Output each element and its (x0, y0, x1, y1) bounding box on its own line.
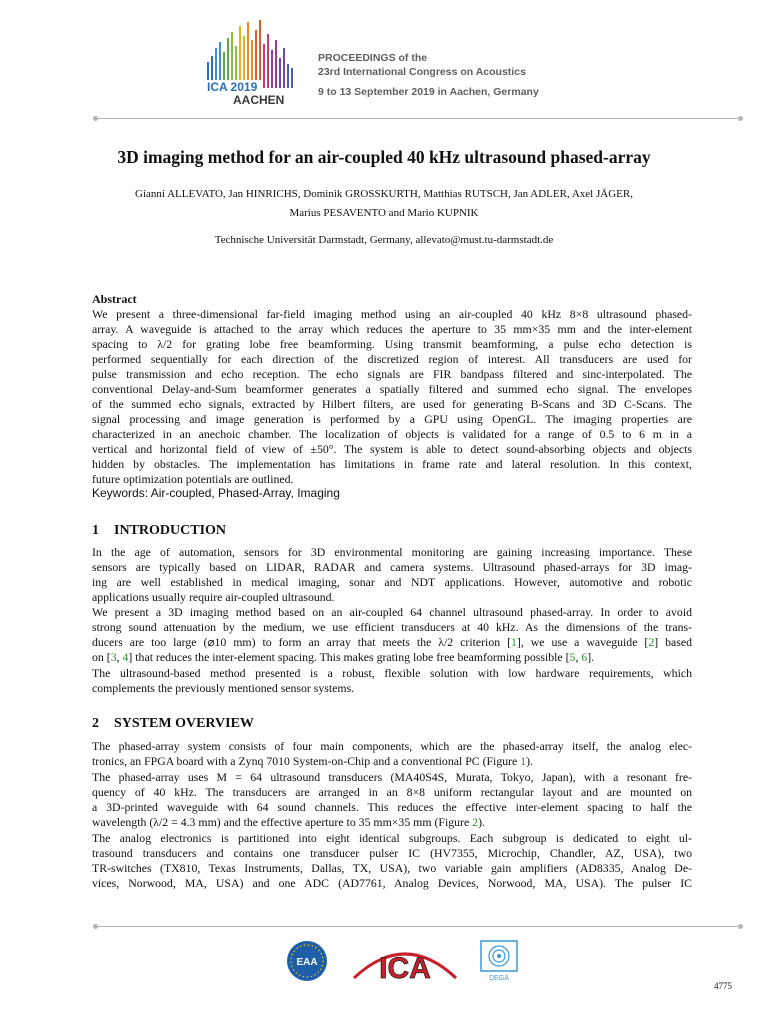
text-line: vertical and horizontal field of view of ±50°. The system is able to detect sound-absorbing objects and objects (92, 442, 692, 456)
system-paragraph-1 (92, 739, 692, 769)
figure-link[interactable]: 2 (472, 815, 479, 829)
intro-paragraph-1 (92, 545, 692, 605)
text-line: on [3, 4] that reduces the inter-element spacing. This makes grating lobe free beamforming possible [5, 6]. (92, 650, 595, 664)
divider-dot-icon (93, 116, 98, 121)
citation-link[interactable]: 6 (581, 650, 588, 664)
text-line: ing are well established in medical imaging, sonar and NDT applications. However, automotive and robotic (92, 575, 692, 589)
text-line: trasound transducers and contains one transducer pulser IC (HV7355, Microchip, Chandler, AZ, USA), two (92, 846, 692, 860)
text-line: applications usually require air-coupled ultrasound. (92, 590, 335, 604)
proceedings-dates: 9 to 13 September 2019 in Aachen, Germany (318, 86, 539, 98)
section-heading-system-overview (92, 716, 254, 732)
proceedings-header (318, 51, 539, 99)
intro-paragraph-3 (92, 666, 692, 696)
abstract-text (92, 307, 692, 487)
header-divider (96, 118, 740, 119)
paper-authors (0, 185, 768, 223)
text-line: sensors are typically based on LIDAR, RADAR and camera systems. Ultrasound phased-arrays for 3D imag- (92, 560, 692, 574)
keywords: Keywords: Air-coupled, Phased-Array, Imaging (92, 486, 340, 500)
citation-link[interactable]: 1 (511, 635, 517, 649)
text-line: performed sequentially for each direction of the discretized region of interest. All transducers are used for (92, 352, 692, 366)
text-line: strong sound attenuation by the medium, we use efficient transducers at 40 kHz. As the dimensions of the trans- (92, 620, 692, 634)
text-line: spacing to λ/2 for grating lobe free beamforming. Using transmit beamforming, a pulse echo detection is (92, 337, 692, 351)
text-line: The analog electronics is partitioned into eight identical subgroups. Each subgroup is dedicated to eight ul- (92, 831, 692, 845)
section-number: 1 (92, 523, 99, 538)
ica-2019-aachen-logo (203, 18, 303, 106)
section-title: INTRODUCTION (114, 523, 227, 538)
text-line: pulse transmission and echo reception. The echo signals are FIR bandpass filtered and sinc-interpolated. The (92, 367, 692, 381)
abstract-heading: Abstract (92, 292, 137, 306)
text-line: array. A waveguide is attached to the array which reduces the aperture to 35 mm×35 mm and the inter-element (92, 322, 692, 336)
text-line: vices, Norwood, MA, USA) and one ADC (AD7761, Analog Devices, Norwood, MA, USA). The pulser IC (92, 876, 692, 890)
dega-label: DEGA (489, 975, 509, 982)
logo-bars-icon (207, 20, 293, 88)
page-number: 4775 (714, 981, 732, 991)
text-line: wavelength (λ/2 = 4.3 mm) and the effective aperture to 35 mm×35 mm (Figure 2). (92, 815, 485, 829)
text-line: We present a 3D imaging method based on an air-coupled 64 channel ultrasound phased-array. In order to avoid (92, 605, 692, 619)
authors-line2: Marius PESAVENTO and Mario KUPNIK (289, 207, 479, 219)
citation-link[interactable]: 2 (648, 635, 655, 649)
citation-link[interactable]: 3 (110, 650, 117, 664)
text-line: quency of 40 kHz. The transducers are arranged in an 8×8 uniform rectangular layout and are mounted on (92, 785, 692, 799)
text-line: tronics, an FPGA board with a Zynq 7010 System-on-Chip and a conventional PC (Figure 1). (92, 754, 534, 768)
authors-line1: Gianni ALLEVATO, Jan HINRICHS, Dominik GROSSKURTH, Matthias RUTSCH, Jan ADLER, Axel JÄGER, (135, 188, 633, 200)
citation-link[interactable]: 4 (122, 650, 129, 664)
text-line: signal processing and image generation is performed by a GPU using OpenGL. The imaging properties are (92, 412, 692, 426)
text-line: complements the previously mentioned sensor systems. (92, 681, 355, 695)
divider-dot-icon (738, 116, 743, 121)
section-title: SYSTEM OVERVIEW (114, 716, 254, 731)
text-line: TR-switches (TX810, Texas Instruments, Dallas, TX, USA), two variable gain amplifiers (AD8335, Analog De- (92, 861, 692, 875)
intro-paragraph-2 (92, 605, 692, 665)
ica-label: ICA (379, 952, 431, 982)
proceedings-line1: PROCEEDINGS of the (318, 52, 428, 64)
logo-year: ICA 2019 (207, 80, 258, 94)
dega-logo (480, 940, 518, 982)
text-line: characterized in an anechoic chamber. The localization of objects is validated for a range of 0.5 to 6 m in a (92, 427, 692, 441)
text-line: ducers are too large (⌀10 mm) to form an array that meets the λ/2 criterion [1], we use a waveguide [2] based (92, 635, 692, 649)
text-line: The phased-array uses M = 64 ultrasound transducers (MA40S4S, Murata, Tokyo, Japan), with a resonant fre- (92, 770, 692, 784)
section-number: 2 (92, 716, 99, 731)
text-line: conventional Delay-and-Sum beamformer generates a spatially filtered and summed echo signal. The envelopes (92, 382, 692, 396)
logo-city: AACHEN (233, 93, 285, 106)
divider-dot-icon (93, 924, 98, 929)
proceedings-line2: 23rd International Congress on Acoustics (318, 66, 526, 78)
section-heading-introduction (92, 523, 226, 539)
paper-affiliation: Technische Universität Darmstadt, Germany, allevato@must.tu-darmstadt.de (214, 234, 554, 246)
system-paragraph-2 (92, 770, 692, 830)
text-line: The ultrasound-based method presented is a robust, flexible solution with low hardware requirements, which (92, 666, 692, 680)
text-line: hidden by obstacles. The implementation has limitations in frame rate and lateral resolution. In this context, (92, 457, 692, 471)
text-line: In the age of automation, sensors for 3D environmental monitoring are gaining increasing importance. These (92, 545, 692, 559)
eaa-label: EAA (296, 957, 318, 968)
text-line: a 3D-printed waveguide with 64 sound channels. This reduces the effective inter-element spacing to half the (92, 800, 692, 814)
ica-logo (350, 938, 460, 982)
divider-dot-icon (738, 924, 743, 929)
footer-divider (96, 926, 740, 927)
text-line: future optimization potentials are outlined. (92, 472, 294, 486)
citation-link[interactable]: 5 (569, 650, 576, 664)
figure-link[interactable]: 1 (520, 754, 527, 768)
text-line: The phased-array system consists of four main components, which are the phased-array itself, the analog elec- (92, 739, 692, 753)
eaa-logo (286, 940, 328, 982)
text-line: We present a three-dimensional far-field imaging method using an air-coupled 40 kHz 8×8 ultrasound phased- (92, 307, 692, 321)
paper-title: 3D imaging method for an air-coupled 40 kHz ultrasound phased-array (117, 147, 651, 167)
system-paragraph-3 (92, 831, 692, 891)
text-line: of the summed echo signals, extracted by Hilbert filters, are used for generating B-Scans and 3D C-Scans. The (92, 397, 692, 411)
